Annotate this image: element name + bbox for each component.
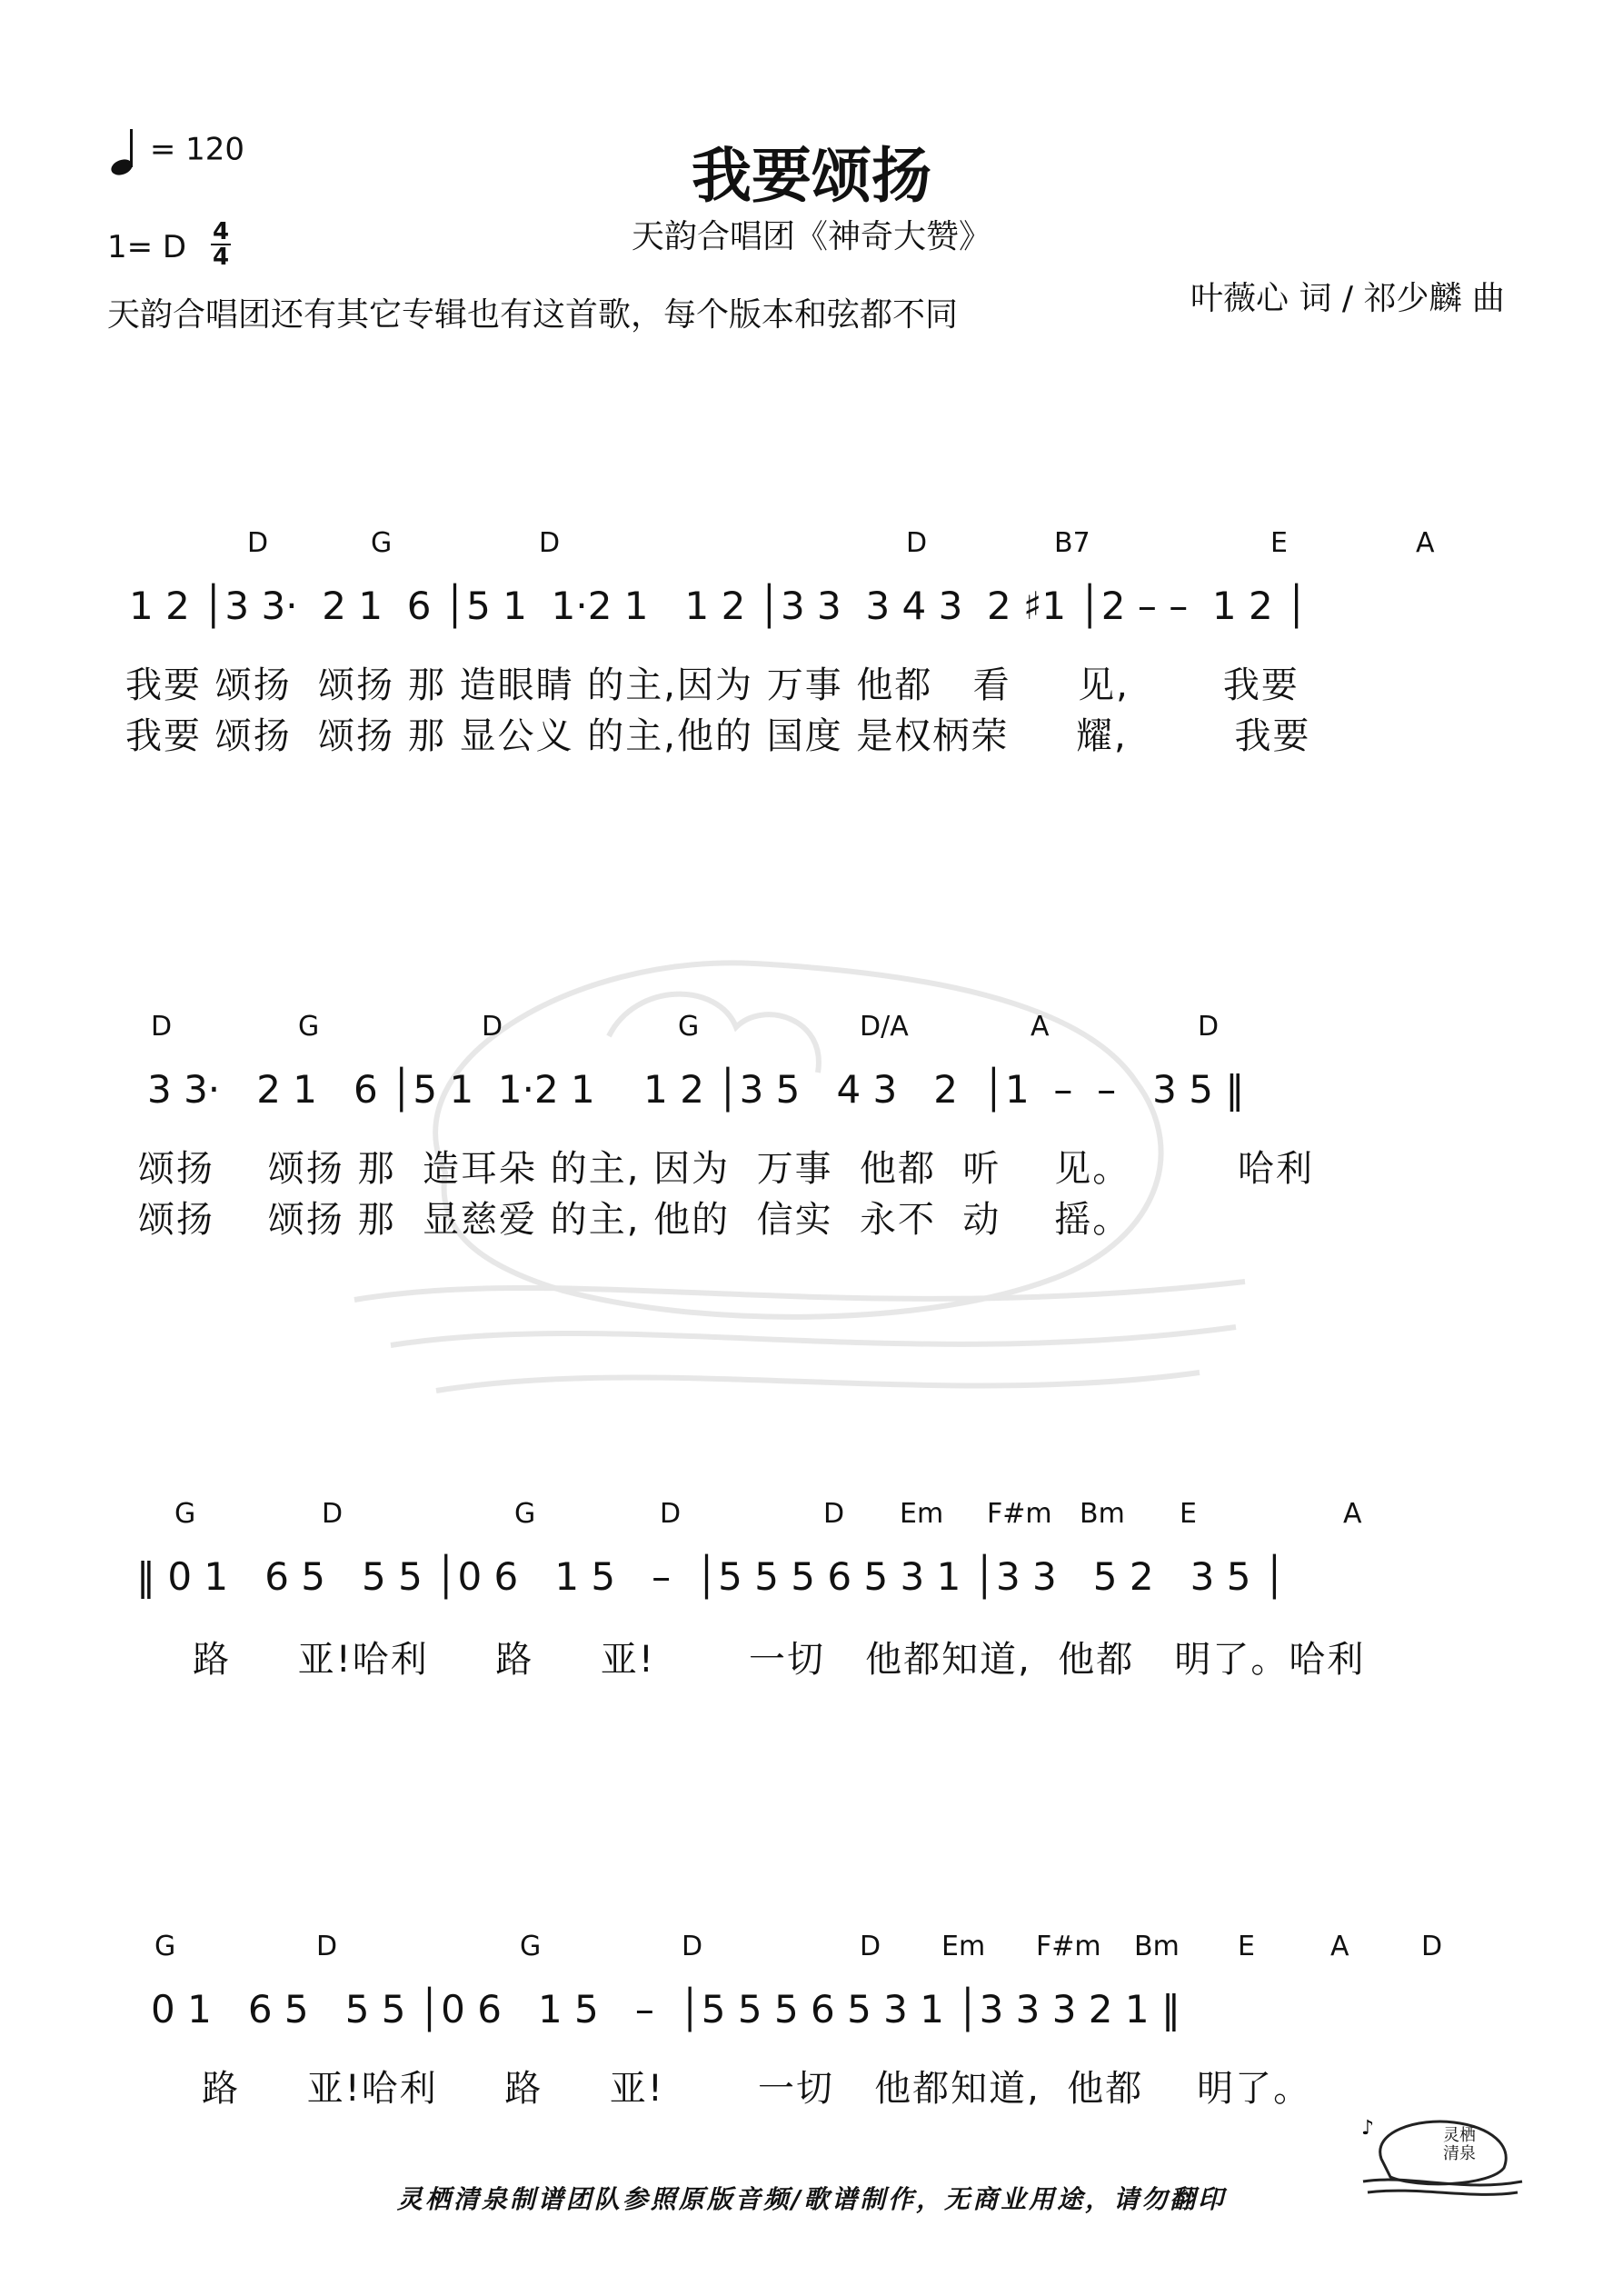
time-signature-bottom: 4 xyxy=(212,244,230,271)
lyrics-verse-2: 颂扬 颂扬 那 显慈爱 的主, 他的 信实 永不 动 摇。 xyxy=(138,1199,1131,1241)
chord-symbol: F#m xyxy=(987,1498,1052,1530)
chord-symbol: D xyxy=(660,1498,682,1530)
chord-symbol: A xyxy=(1343,1498,1362,1530)
chord-symbol: D xyxy=(682,1931,703,1962)
chord-symbol: F#m xyxy=(1036,1931,1101,1962)
chord-symbol: G xyxy=(514,1498,536,1530)
chord-symbol: D xyxy=(539,527,561,559)
studio-logo xyxy=(1354,2109,1527,2200)
chord-symbol: D xyxy=(860,1931,881,1962)
chord-symbol: A xyxy=(1416,527,1435,559)
chord-symbol: B7 xyxy=(1054,527,1090,559)
chord-symbol: D xyxy=(322,1498,344,1530)
lyrics-verse-1: 路 亚!哈利 路 亚! 一切 他都知道, 他都 明了。 xyxy=(162,2068,1312,2110)
time-signature xyxy=(211,220,231,269)
lyrics-verse-1: 路 亚!哈利 路 亚! 一切 他都知道, 他都 明了。哈利 xyxy=(153,1639,1366,1681)
chord-symbol: A xyxy=(1330,1931,1349,1962)
chord-symbol: Em xyxy=(900,1498,944,1530)
chord-symbol: G xyxy=(154,1931,176,1962)
lyrics-verse-1: 我要 颂扬 颂扬 那 造眼睛 的主,因为 万事 他都 看 见, 我要 xyxy=(125,664,1299,706)
song-subtitle: 天韵合唱团《神奇大赞》 xyxy=(631,218,991,255)
chord-symbol: D xyxy=(316,1931,338,1962)
lyrics-verse-1: 颂扬 颂扬 那 造耳朵 的主, 因为 万事 他都 听 见。 哈利 xyxy=(138,1148,1315,1190)
arrangement-note: 天韵合唱团还有其它专辑也有这首歌，每个版本和弦都不同 xyxy=(107,296,959,334)
chord-symbol: D xyxy=(482,1011,503,1043)
chord-symbol: G xyxy=(520,1931,542,1962)
chord-symbol: D xyxy=(151,1011,173,1043)
chord-symbol: D xyxy=(247,527,269,559)
chord-symbol: G xyxy=(678,1011,700,1043)
chord-symbol: A xyxy=(1031,1011,1050,1043)
numbered-notation-line: 1 2 │3 3· 2 1 6 │5 1 1·2 1 1 2 │3 3 3 4 3 2 ♯1 │2 – – 1 2 │ xyxy=(129,584,1309,628)
chord-symbol: Bm xyxy=(1080,1498,1125,1530)
song-title: 我要颂扬 xyxy=(692,141,931,211)
numbered-notation-line: 0 1 6 5 5 5 │0 6 1 5 – │5 5 5 6 5 3 1 │3 3 3 2 1 ‖ xyxy=(151,1987,1180,2031)
song-credits: 叶薇心 词 / 祁少麟 曲 xyxy=(1190,280,1505,317)
chord-symbol: D xyxy=(823,1498,845,1530)
chord-symbol: E xyxy=(1238,1931,1255,1962)
numbered-notation-line: 3 3· 2 1 6 │5 1 1·2 1 1 2 │3 5 4 3 2 │1 – – 3 5 ‖ xyxy=(147,1067,1245,1112)
numbered-notation-line: ‖ 0 1 6 5 5 5 │0 6 1 5 – │5 5 5 6 5 3 1 │3 3 5 2 3 5 │ xyxy=(136,1554,1287,1599)
chord-symbol: D/A xyxy=(860,1011,909,1043)
chord-symbol: Em xyxy=(941,1931,986,1962)
logo-text: 灵栖清泉 xyxy=(1443,2126,1476,2163)
copyright-footer: 灵栖清泉制谱团队参照原版音频/歌谱制作，无商业用途，请勿翻印 xyxy=(396,2184,1227,2214)
tempo-value: = 120 xyxy=(149,131,245,168)
chord-symbol: D xyxy=(1421,1931,1443,1962)
svg-text:♪: ♪ xyxy=(1361,2117,1375,2140)
key-signature: 1= D xyxy=(107,229,187,265)
chord-symbol: G xyxy=(371,527,393,559)
chord-symbol: D xyxy=(1198,1011,1220,1043)
chord-symbol: G xyxy=(174,1498,196,1530)
sheep-logo-icon xyxy=(1354,2109,1527,2200)
chord-symbol: E xyxy=(1180,1498,1197,1530)
chord-symbol: E xyxy=(1270,527,1288,559)
chord-symbol: Bm xyxy=(1134,1931,1180,1962)
chord-symbol: G xyxy=(298,1011,320,1043)
lyrics-verse-2: 我要 颂扬 颂扬 那 显公义 的主,他的 国度 是权柄荣 耀, 我要 xyxy=(125,715,1311,757)
time-signature-top: 4 xyxy=(212,218,230,245)
chord-symbol: D xyxy=(906,527,928,559)
